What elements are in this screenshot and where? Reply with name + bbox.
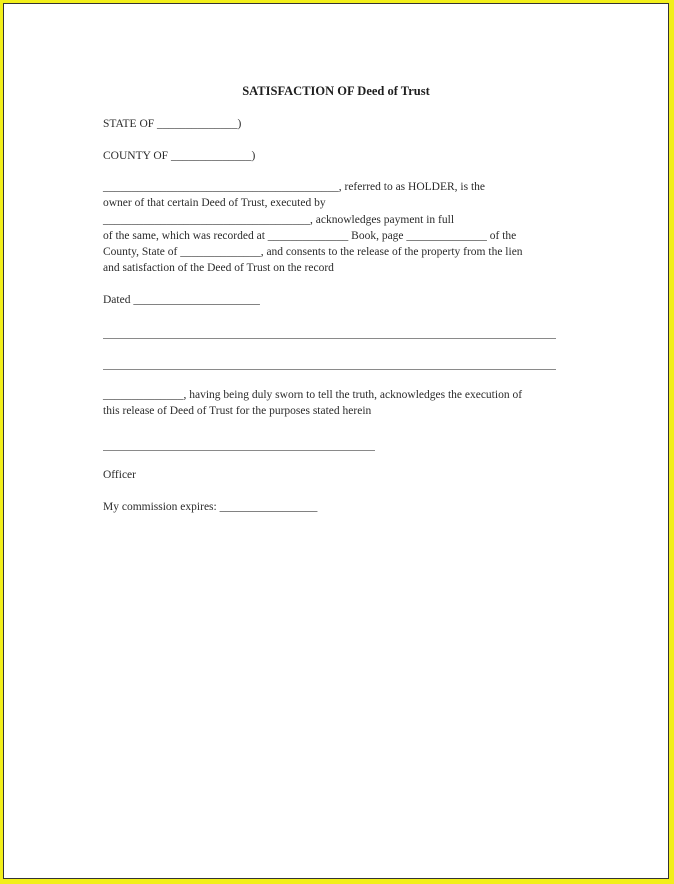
dated-line: Dated ______________________ [103, 294, 260, 306]
signature-rule-1 [103, 338, 556, 339]
release-line: this release of Deed of Trust for the purposes stated herein [103, 405, 372, 417]
sworn-line: ______________, having being duly sworn to tell the truth, acknowledges the execution of [103, 389, 523, 401]
officer-label: Officer [103, 469, 136, 481]
document-page [6, 6, 666, 876]
recorded-line: of the same, which was recorded at ______________ Book, page ______________ of the [103, 230, 517, 242]
commission-line: My commission expires: _________________ [103, 501, 318, 513]
payment-line: ____________________________________, acknowledges payment in full [103, 214, 455, 226]
holder-line: _________________________________________, referred to as HOLDER, is the [103, 181, 486, 193]
owner-line: owner of that certain Deed of Trust, executed by [103, 197, 326, 209]
state-line: STATE OF ______________) [103, 118, 242, 130]
officer-signature-rule [103, 450, 375, 451]
signature-rule-2 [103, 369, 556, 370]
document-title: SATISFACTION OF Deed of Trust [242, 84, 430, 98]
county-state-line: County, State of ______________, and consents to the release of the property from the lien [103, 246, 523, 258]
county-line: COUNTY OF ______________) [103, 150, 256, 162]
satisfaction-line: and satisfaction of the Deed of Trust on the record [103, 262, 334, 274]
